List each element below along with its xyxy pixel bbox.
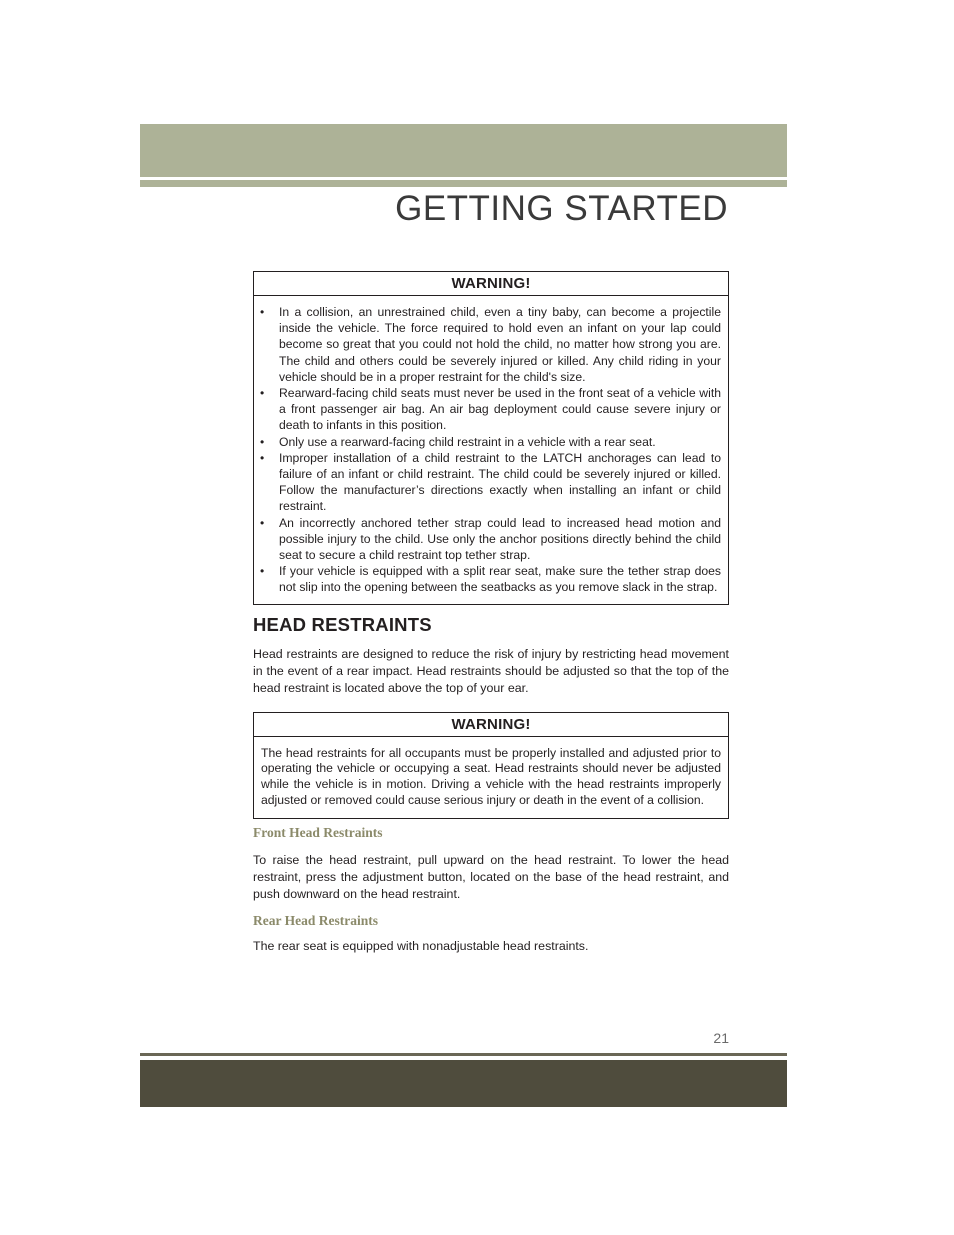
child-restraint-warning-box [253, 271, 729, 605]
warning-heading: WARNING! [254, 272, 728, 296]
front-head-restraints-text: To raise the head restraint, pull upward on the head restraint. To lower the head restraint, press the adjustment button, located on the base of the head restraint, and push downward on the head restraint. [253, 852, 729, 901]
warning-list [254, 296, 728, 604]
section-title: GETTING STARTED [395, 189, 728, 228]
warning-item: • Improper installation of a child restraint to the LATCH anchorages can lead to failure of an infant or child restraint. The child could be severely injured or killed. Follow the manufacturer’s directions exactly when installing an infant or child restraint. [279, 450, 721, 515]
front-head-restraints-heading: Front Head Restraints [253, 824, 383, 840]
header-band [140, 124, 787, 177]
warning-item: • If your vehicle is equipped with a split rear seat, make sure the tether strap does not slip into the opening between the seatbacks as you remove slack in the strap. [279, 563, 721, 595]
head-restraints-heading: HEAD RESTRAINTS [253, 613, 432, 635]
warning-item: • In a collision, an unrestrained child, even a tiny baby, can become a projectile inside the vehicle. The force required to hold even an infant on your lap could become so great that you could not hold the child, no matter how strong you are. The child and others could be severely injured or killed. Any child riding in your vehicle should be in a proper restraint for the child's size. [279, 304, 721, 385]
warning-item: • An incorrectly anchored tether strap could lead to increased head motion and possible injury to the child. Use only the anchor positions directly behind the child seat to secure a child restraint top tether strap. [279, 515, 721, 564]
header-rule [140, 180, 787, 187]
page-content [253, 271, 729, 955]
head-restraint-warning-box [253, 712, 729, 819]
head-restraints-intro: Head restraints are designed to reduce the risk of injury by restricting head movement in the event of a rear impact. Head restraints should be adjusted so that the top of the head restraint is located above the top of your ear. [253, 646, 729, 695]
rear-head-restraints-heading: Rear Head Restraints [253, 912, 378, 928]
warning-item: • Only use a rearward-facing child restraint in a vehicle with a rear seat. [279, 434, 721, 450]
rear-head-restraints-text: The rear seat is equipped with nonadjustable head restraints. [253, 938, 589, 953]
page-number: 21 [713, 1030, 729, 1046]
footer-band [140, 1060, 787, 1107]
warning-text: The head restraints for all occupants must be properly installed and adjusted prior to operating the vehicle or occupying a seat. Head restraints should never be adjusted while the vehicle is in motion. Driving a vehicle with the head restraints improperly adjusted or removed could cause serious injury or death in the event of a collision. [261, 745, 721, 808]
warning-item: • Rearward-facing child seats must never be used in the front seat of a vehicle with a front passenger air bag. An air bag deployment could cause severe injury or death to infants in this position. [279, 385, 721, 434]
warning-heading: WARNING! [254, 713, 728, 737]
footer-rule [140, 1053, 787, 1056]
